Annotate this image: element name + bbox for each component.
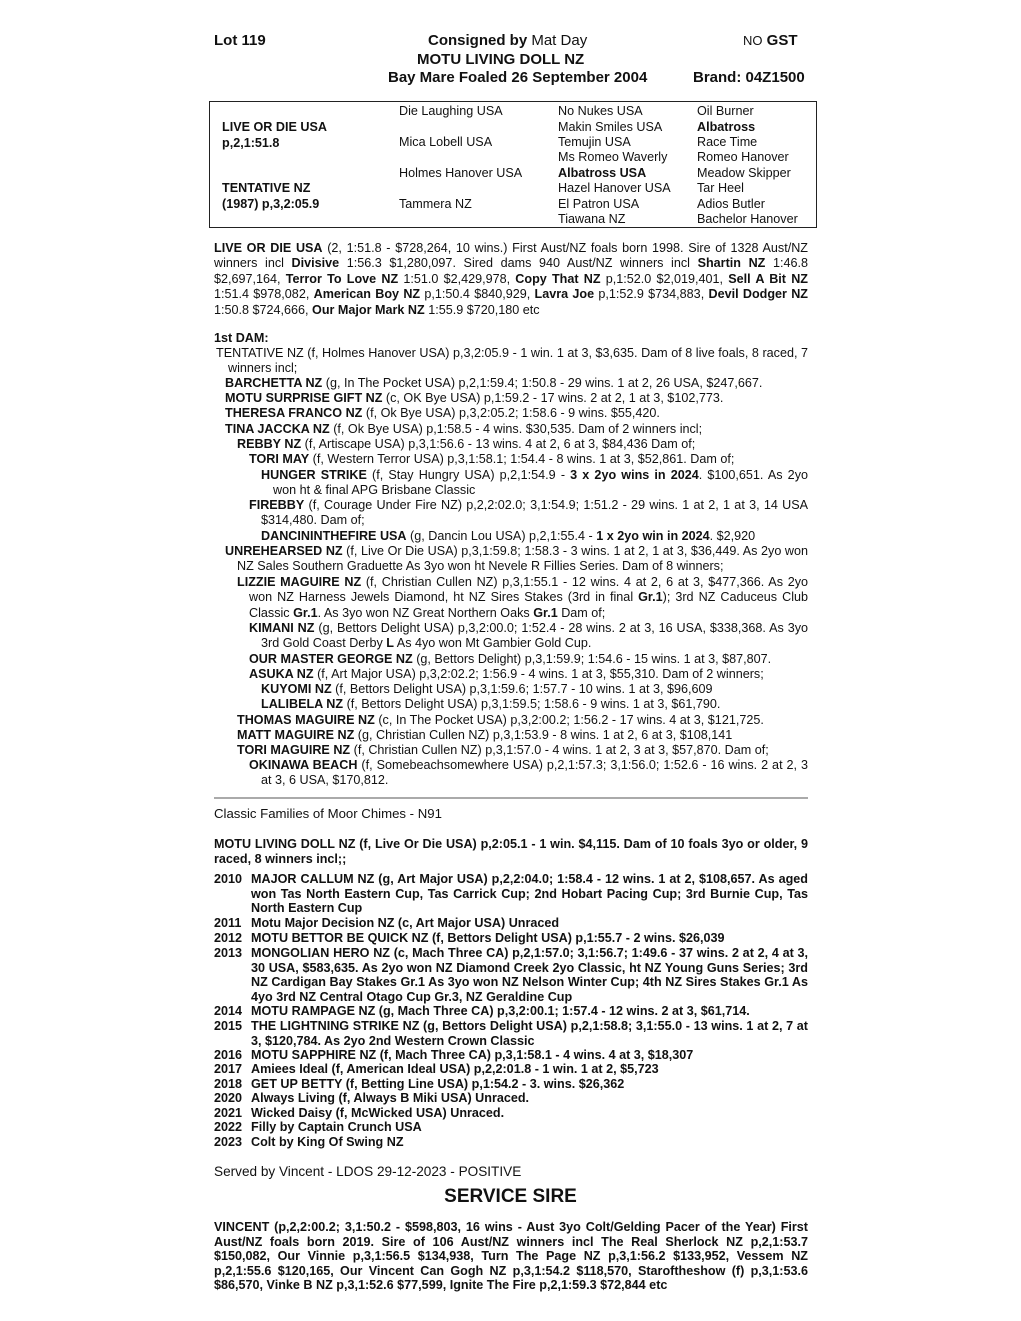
produce-year: 2010: [214, 872, 243, 886]
dam-entry: FIREBBY (f, Courage Under Fire NZ) p,2,2:02.0; 3,1:54.9; 1:51.2 - 29 wins. 1 at 2, 1 at 3, 14 USA $314,480. Dam of;: [249, 498, 808, 528]
produce-year: 2015: [214, 1019, 243, 1033]
dam-entry: LIZZIE MAGUIRE NZ (f, Christian Cullen NZ) p,3,1:55.1 - 12 wins. 4 at 2, 6 at 3, $477,366. As 2yo won NZ Harness Jewels Diamond, ht NZ Sires Stakes (3rd in final Gr.1); 3rd NZ Caduceus Club Classic Gr.1. As 3yo won NZ Great Northern Oaks Gr.1 Dam of;: [237, 575, 809, 620]
ped-dam-record: (1987) p,3,2:05.9: [222, 197, 320, 211]
produce-year: 2016: [214, 1048, 243, 1062]
produce-year: 2012: [214, 931, 243, 945]
dam-entry: BARCHETTA NZ (g, In The Pocket USA) p,2,1:59.4; 1:50.8 - 29 wins. 1 at 2, 26 USA, $247,667.: [225, 376, 763, 390]
consignor-name: Mat Day: [531, 32, 588, 49]
produce-year: 2011: [214, 916, 242, 930]
ped-ggg-8: Bachelor Hanover: [697, 212, 798, 226]
brand: Brand: 04Z1500: [693, 69, 805, 86]
dam-entry: UNREHEARSED NZ (f, Live Or Die USA) p,3,1:59.8; 1:58.3 - 3 wins. 1 at 2, 1 at 3, $36,449. As 2yo won NZ Sales Southern Graduette As 3yo won ht Nevele R Fillies Series. Dam of 8 winners;: [225, 544, 808, 574]
lot-number: Lot 119: [214, 32, 266, 49]
service-sire-title: SERVICE SIRE: [444, 1186, 577, 1207]
produce-entry: MAJOR CALLUM NZ (g, Art Major USA) p,2,2:04.0; 1:58.4 - 12 wins. 1 at 2, $108,657. As aged won Tas North Eastern Cup, Tas Carrick Cup; 2nd Hobart Pacing Cup; 3rd Burnie Cup, Tas North Eastern Cup: [251, 872, 808, 916]
produce-entry: Filly by Captain Crunch USA: [251, 1120, 422, 1134]
dam-entry: THOMAS MAGUIRE NZ (c, In The Pocket USA) p,3,2:00.2; 1:56.2 - 17 wins. 4 at 3, $121,725.: [237, 713, 764, 727]
ped-grandsire: Die Laughing USA: [399, 104, 503, 118]
dam-entry: HUNGER STRIKE (f, Stay Hungry USA) p,2,1:54.9 - 3 x 2yo wins in 2024. $100,651. As 2yo won ht & final APG Brisbane Classic: [261, 468, 808, 498]
dam-entry: DANCININTHEFIRE USA (g, Dancin Lou USA) p,2,1:55.4 - 1 x 2yo win in 2024. $2,920: [261, 529, 756, 543]
dam-entry: OUR MASTER GEORGE NZ (g, Bettors Delight) p,3,1:59.9; 1:54.6 - 15 wins. 1 at 3, $87,807.: [249, 652, 772, 666]
ped-gg-3: Temujin USA: [558, 135, 631, 149]
ped-gg-2: Makin Smiles USA: [558, 120, 663, 134]
ped-dam: TENTATIVE NZ: [222, 181, 311, 195]
dam-entry: MATT MAGUIRE NZ (g, Christian Cullen NZ) p,3,1:53.9 - 8 wins. 1 at 2, 6 at 3, $108,141: [237, 728, 733, 742]
dam-entry: REBBY NZ (f, Artiscape USA) p,3,1:56.6 - 13 wins. 4 at 2, 6 at 3, $84,436 Dam of;: [237, 437, 696, 451]
ped-gg-1: No Nukes USA: [558, 104, 643, 118]
ped-gg-8: Tiawana NZ: [558, 212, 626, 226]
dam-entry: TORI MAGUIRE NZ (f, Christian Cullen NZ) p,3,1:57.0 - 4 wins. 1 at 2, 3 at 3, $57,870. Dam of;: [237, 743, 769, 757]
first-dam-heading: 1st DAM:: [214, 331, 269, 345]
dam-entry: TINA JACCKA NZ (f, Ok Bye USA) p,1:58.5 - 4 wins. $30,535. Dam of 2 winners incl;: [225, 422, 703, 436]
produce-entry: Amiees Ideal (f, American Ideal USA) p,2,2:01.8 - 1 win. 1 at 2, $5,723: [251, 1062, 659, 1076]
consigned-label: Consigned by: [428, 32, 528, 49]
dam-entry: THERESA FRANCO NZ (f, Ok Bye USA) p,3,2:05.2; 1:58.6 - 9 wins. $55,420.: [225, 406, 660, 420]
ped-ggg-2: Albatross: [697, 120, 756, 134]
ped-gg-4: Ms Romeo Waverly: [558, 150, 668, 164]
ped-ggg-3: Race Time: [697, 135, 758, 149]
dam-entry: OKINAWA BEACH (f, Somebeachsomewhere USA) p,2,1:57.3; 3,1:56.0; 1:52.6 - 16 wins. 2 at 2, 3 at 3, 6 USA, $170,812.: [249, 758, 808, 788]
ped-ggg-7: Adios Butler: [697, 197, 765, 211]
dam-entry: TORI MAY (f, Western Terror USA) p,3,1:58.1; 1:54.4 - 8 wins. 1 at 3, $52,861. Dam of;: [249, 452, 735, 466]
ped-granddam: Mica Lobell USA: [399, 135, 493, 149]
dam-entry: KUYOMI NZ (f, Bettors Delight USA) p,3,1:59.6; 1:57.7 - 10 wins. 1 at 3, $96,609: [261, 682, 713, 696]
gst-prefix: NO: [743, 33, 763, 48]
motu-summary: MOTU LIVING DOLL NZ (f, Live Or Die USA) p,2:05.1 - 1 win. $4,115. Dam of 10 foals 3yo or older, 9 raced, 8 winners incl;;: [214, 837, 808, 867]
produce-entry: MONGOLIAN HERO NZ (c, Mach Three CA) p,2,1:57.0; 3,1:56.7; 1:49.6 - 37 wins. 2 at 2, 4 at 3, 30 USA, $583,635. As 2yo won NZ Diamond Creek 2yo Classic, ht NZ Young Guns Series; 3rd NZ Cardigan Bay Stakes Gr.1 As 3yo won NZ Nelson Winter Cup; 4th NZ Sires Stakes Gr.1 As 4yo 3rd NZ Central Otago Cup Gr.3, NZ Geraldine Cup: [251, 946, 808, 1004]
ped-gg-7: El Patron USA: [558, 197, 640, 211]
ped-sire-record: p,2,1:51.8: [222, 136, 280, 150]
produce-year: 2013: [214, 946, 243, 960]
produce-entry: Wicked Daisy (f, McWicked USA) Unraced.: [251, 1106, 505, 1120]
served-by: Served by Vincent - LDOS 29-12-2023 - POSITIVE: [214, 1164, 522, 1179]
gst-status: [743, 32, 798, 49]
ped-dam-dam: Tammera NZ: [399, 197, 472, 211]
ped-ggg-1: Oil Burner: [697, 104, 754, 118]
produce-year: 2023: [214, 1135, 243, 1149]
produce-entry: MOTU SAPPHIRE NZ (f, Mach Three CA) p,3,1:58.1 - 4 wins. 4 at 3, $18,307: [251, 1048, 694, 1062]
produce-entry: Colt by King Of Swing NZ: [251, 1135, 404, 1149]
ped-gg-6: Hazel Hanover USA: [558, 181, 671, 195]
ped-sire: LIVE OR DIE USA: [222, 120, 327, 134]
dam-entry: KIMANI NZ (g, Bettors Delight USA) p,3,2:00.0; 1:52.4 - 28 wins. 2 at 3, 16 USA, $338,368. As 3yo 3rd Gold Coast Derby L As 4yo won Mt Gambier Gold Cup.: [249, 621, 809, 651]
produce-entry: Always Living (f, Always B Miki USA) Unraced.: [251, 1091, 530, 1105]
produce-entry: MOTU RAMPAGE NZ (g, Mach Three CA) p,3,2:00.1; 1:57.4 - 12 wins. 2 at 3, $61,714.: [251, 1004, 750, 1018]
produce-entry: GET UP BETTY (f, Betting Line USA) p,1:54.2 - 3. wins. $26,362: [251, 1077, 625, 1091]
ped-dam-sire: Holmes Hanover USA: [399, 166, 523, 180]
dam-entry: MOTU SURPRISE GIFT NZ (c, OK Bye USA) p,1:59.2 - 17 wins. 2 at 2, 1 at 3, $102,773.: [225, 391, 724, 405]
produce-entry: THE LIGHTNING STRIKE NZ (g, Bettors Delight USA) p,2,1:58.8; 3,1:55.0 - 13 wins. 1 at 2, 7 at 3, $120,784. As 2yo 2nd Western Crown Classic: [251, 1019, 808, 1048]
ped-ggg-4: Romeo Hanover: [697, 150, 789, 164]
foaled-info: Bay Mare Foaled 26 September 2004: [388, 69, 648, 86]
ped-gg-5: Albatross USA: [558, 166, 647, 180]
produce-year: 2017: [214, 1062, 243, 1076]
produce-year: 2018: [214, 1077, 243, 1091]
dam-entry: TENTATIVE NZ (f, Holmes Hanover USA) p,3,2:05.9 - 1 win. 1 at 3, $3,635. Dam of 8 live foals, 8 raced, 7 winners incl;: [216, 346, 808, 376]
dam-entry: ASUKA NZ (f, Art Major USA) p,3,2:02.2; 1:56.9 - 4 wins. 1 at 3, $55,310. Dam of 2 winners;: [249, 667, 764, 681]
consigned-line: [428, 32, 587, 49]
service-sire-text: VINCENT (p,2,2:00.2; 3,1:50.2 - $598,803, 16 wins - Aust 3yo Colt/Gelding Pacer of the Year) First Aust/NZ foals born 2019. Sire of 106 Aust/NZ winners incl The Real Sherlock NZ p,2,1:53.7 $150,082, Our Vinnie p,3,1:56.5 $134,938, Turn The Page NZ p,3,1:56.2 $133,952, Vessem NZ p,2,1:55.6 $120,165, Our Vincent Can Gogh NZ p,3,1:54.2 $118,570, Staroftheshow (f) p,3,1:53.6 $86,570, Vinke B NZ p,3,1:52.6 $77,599, Ignite The Fire p,2,1:59.3 $72,844 etc: [214, 1220, 808, 1293]
gst-label: GST: [766, 32, 798, 49]
sire-summary: LIVE OR DIE USA (2, 1:51.8 - $728,264, 10 wins.) First Aust/NZ foals born 1998. Sire of 1328 Aust/NZ winners incl Divisive 1:56.3 $1,280,097. Sired dams 940 Aust/NZ winners incl Shartin NZ 1:46.8 $2,697,164, Terror To Love NZ 1:51.0 $2,429,978, Copy That NZ p,1:52.0 $2,019,401, Sell A Bit NZ 1:51.4 $978,082, American Boy NZ p,1:50.4 $840,929, Lavra Joe p,1:52.9 $734,883, Devil Dodger NZ 1:50.8 $724,666, Our Major Mark NZ 1:55.9 $720,180 etc: [214, 241, 809, 317]
ped-ggg-5: Meadow Skipper: [697, 166, 791, 180]
dam-entry: LALIBELA NZ (f, Bettors Delight USA) p,3,1:59.5; 1:58.6 - 9 wins. 1 at 3, $61,790.: [261, 697, 721, 711]
horse-name: MOTU LIVING DOLL NZ: [417, 51, 585, 68]
produce-year: 2014: [214, 1004, 243, 1018]
ped-ggg-6: Tar Heel: [697, 181, 744, 195]
produce-year: 2021: [214, 1106, 243, 1120]
produce-entry: Motu Major Decision NZ (c, Art Major USA) Unraced: [251, 916, 560, 930]
produce-entry: MOTU BETTOR BE QUICK NZ (f, Bettors Delight USA) p,1:55.7 - 2 wins. $26,039: [251, 931, 725, 945]
produce-year: 2022: [214, 1120, 243, 1134]
produce-year: 2020: [214, 1091, 243, 1105]
classic-families: Classic Families of Moor Chimes - N91: [214, 806, 442, 821]
section-divider: [214, 797, 808, 799]
